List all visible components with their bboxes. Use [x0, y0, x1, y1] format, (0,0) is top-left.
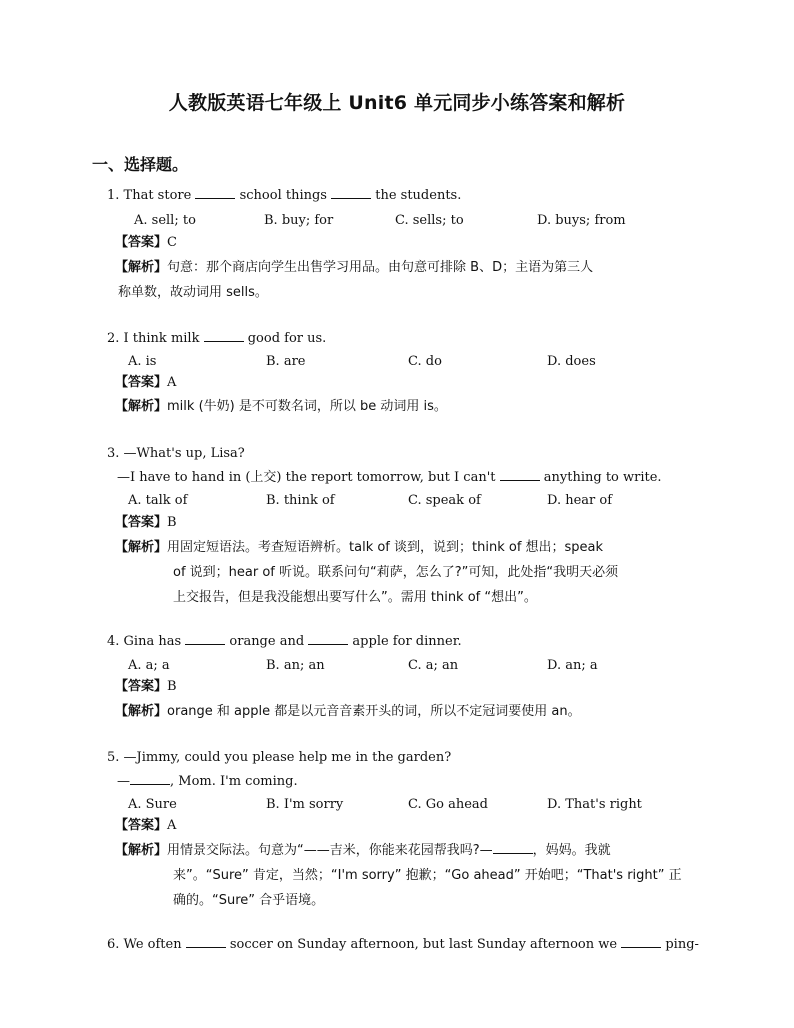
analysis-tag: 【解析】	[115, 843, 168, 858]
option-b: B. think of	[266, 493, 335, 508]
analysis-line: 【解析】用固定短语法。考查短语辨析。talk of 谈到，说到；think of 想出；speak	[115, 540, 604, 555]
option-d: D. That's right	[547, 797, 642, 812]
option-c: C. Go ahead	[408, 797, 488, 812]
answer-value: A	[167, 375, 177, 390]
answer-line	[115, 233, 177, 253]
option-c: C. sells; to	[395, 213, 464, 228]
answer-blank	[621, 935, 661, 948]
question-stem: 5. —Jimmy, could you please help me in the garden?	[107, 750, 452, 765]
question-stem: 3. —What's up, Lisa?	[107, 446, 245, 461]
answer-tag: 【答案】	[115, 375, 168, 390]
analysis-line: 来”。“Sure” 肯定，当然；“I'm sorry” 抱歉；“Go ahead” 开始吧；“That's right” 正	[173, 868, 682, 883]
analysis-tag: 【解析】	[115, 399, 168, 414]
analysis-line: 确的。“Sure” 合乎语境。	[173, 893, 325, 908]
option-a: A. sell; to	[134, 213, 196, 228]
page-title: 人教版英语七年级上 Unit6 单元同步小练答案和解析	[168, 92, 626, 114]
answer-blank	[331, 186, 371, 199]
answer-blank	[493, 841, 533, 854]
option-a: A. a; a	[128, 658, 170, 673]
analysis-tag: 【解析】	[115, 260, 168, 275]
analysis-tag: 【解析】	[115, 540, 168, 555]
answer-blank	[195, 186, 235, 199]
question-stem: 4. Gina has orange and apple for dinner.	[107, 634, 462, 649]
option-c: C. speak of	[408, 493, 481, 508]
answer-blank	[186, 935, 226, 948]
section-heading: 一、选择题。	[92, 155, 189, 174]
answer-line	[115, 513, 177, 533]
answer-line	[115, 816, 176, 836]
answer-blank	[308, 632, 348, 645]
answer-blank	[500, 468, 540, 481]
option-d: D. an; a	[547, 658, 598, 673]
answer-blank	[130, 772, 170, 785]
option-c: C. do	[408, 354, 442, 369]
answer-tag: 【答案】	[115, 515, 168, 530]
option-c: C. a; an	[408, 658, 459, 673]
question-stem: 1. That store school things the students.	[107, 188, 462, 203]
question-stem: 6. We often soccer on Sunday afternoon, but last Sunday afternoon we ping-	[107, 937, 699, 952]
answer-value: B	[167, 515, 177, 530]
answer-blank	[185, 632, 225, 645]
analysis-line: 【解析】orange 和 apple 都是以元音音素开头的词，所以不定冠词要使用 an。	[115, 704, 581, 719]
question-stem-reply: —I have to hand in (上交) the report tomorrow, but I can't anything to write.	[117, 470, 662, 485]
analysis-line: 上交报告，但是我没能想出要写什么”。需用 think of “想出”。	[173, 590, 537, 605]
answer-value: B	[167, 679, 177, 694]
answer-tag: 【答案】	[115, 818, 168, 833]
option-d: D. buys; from	[537, 213, 626, 228]
option-b: B. an; an	[266, 658, 325, 673]
analysis-line: 【解析】句意：那个商店向学生出售学习用品。由句意可排除 B、D；主语为第三人	[115, 260, 594, 275]
analysis-line: 【解析】用情景交际法。句意为“——吉米，你能来花园帮我吗?— ，妈妈。我就	[115, 843, 611, 858]
answer-tag: 【答案】	[115, 679, 168, 694]
analysis-line: of 说到；hear of 听说。联系问句“莉萨，怎么了?”可知，此处指“我明天必须	[173, 565, 619, 580]
option-b: B. buy; for	[264, 213, 334, 228]
option-d: D. hear of	[547, 493, 613, 508]
option-d: D. does	[547, 354, 596, 369]
answer-tag: 【答案】	[115, 235, 168, 250]
analysis-tag: 【解析】	[115, 704, 168, 719]
answer-value: A	[167, 818, 177, 833]
analysis-line: 【解析】milk (牛奶) 是不可数名词，所以 be 动词用 is。	[115, 399, 447, 414]
option-b: B. I'm sorry	[266, 797, 344, 812]
answer-line	[115, 373, 176, 393]
option-a: A. is	[128, 354, 157, 369]
option-a: A. Sure	[128, 797, 177, 812]
option-a: A. talk of	[128, 493, 188, 508]
answer-blank	[204, 329, 244, 342]
question-stem: 2. I think milk good for us.	[107, 331, 327, 346]
answer-line	[115, 677, 177, 697]
question-stem-reply: — , Mom. I'm coming.	[117, 774, 298, 789]
answer-value: C	[167, 235, 177, 250]
option-b: B. are	[266, 354, 306, 369]
analysis-line: 称单数，故动词用 sells。	[118, 285, 268, 300]
